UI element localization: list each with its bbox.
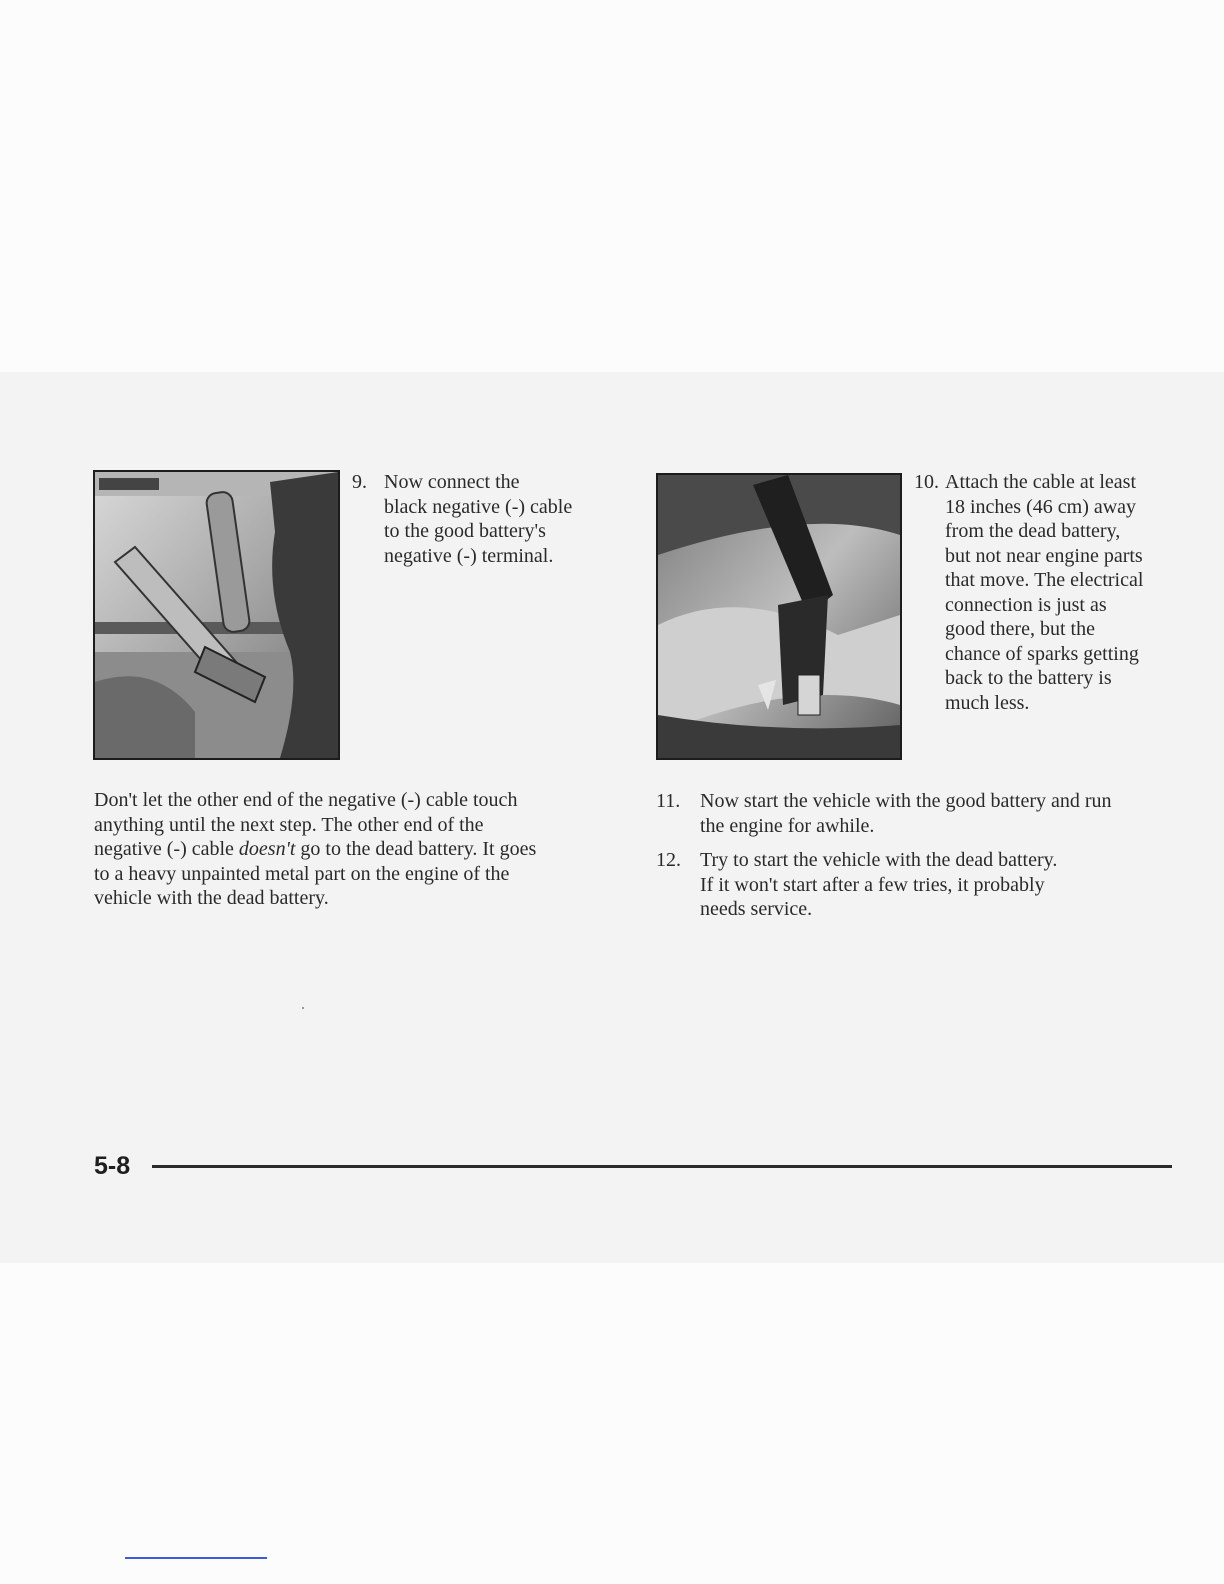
negative-cable-photo — [93, 470, 340, 760]
step-number: 11. — [656, 790, 681, 812]
footer-rule — [152, 1165, 1172, 1168]
step-number: 10. — [914, 471, 939, 493]
scan-speck — [302, 1007, 304, 1009]
page-number: 5-8 — [94, 1152, 131, 1180]
step-number: 12. — [656, 849, 681, 871]
step-text: Try to start the vehicle with the dead battery. If it won't start after a few tries, it probably needs service. — [700, 849, 1058, 920]
cable-clamp-photo — [656, 473, 902, 760]
warning-paragraph — [94, 788, 614, 911]
step-number: 9. — [352, 471, 367, 493]
step-text: Now start the vehicle with the good battery and run the engine for awhile. — [700, 790, 1112, 837]
paragraph-emphasis: doesn't — [238, 838, 296, 860]
paragraph-text: Don't let the other end of the negative (-) cable touch anything until the next step. The other end of the negative (-) cable — [94, 789, 518, 860]
link-underline — [125, 1557, 267, 1559]
step-text: Now connect the black negative (-) cable to the good battery's negative (-) terminal. — [384, 471, 573, 567]
step-text: Attach the cable at least 18 inches (46 cm) away from the dead battery, but not near engine parts that move. The electrical connection is just as good there, but the chance of sparks getting back to the battery is much less. — [945, 471, 1144, 714]
paragraph-text: go to the dead battery. It goes to a heavy unpainted metal part on the engine of the vehicle with the dead battery. — [94, 838, 537, 909]
